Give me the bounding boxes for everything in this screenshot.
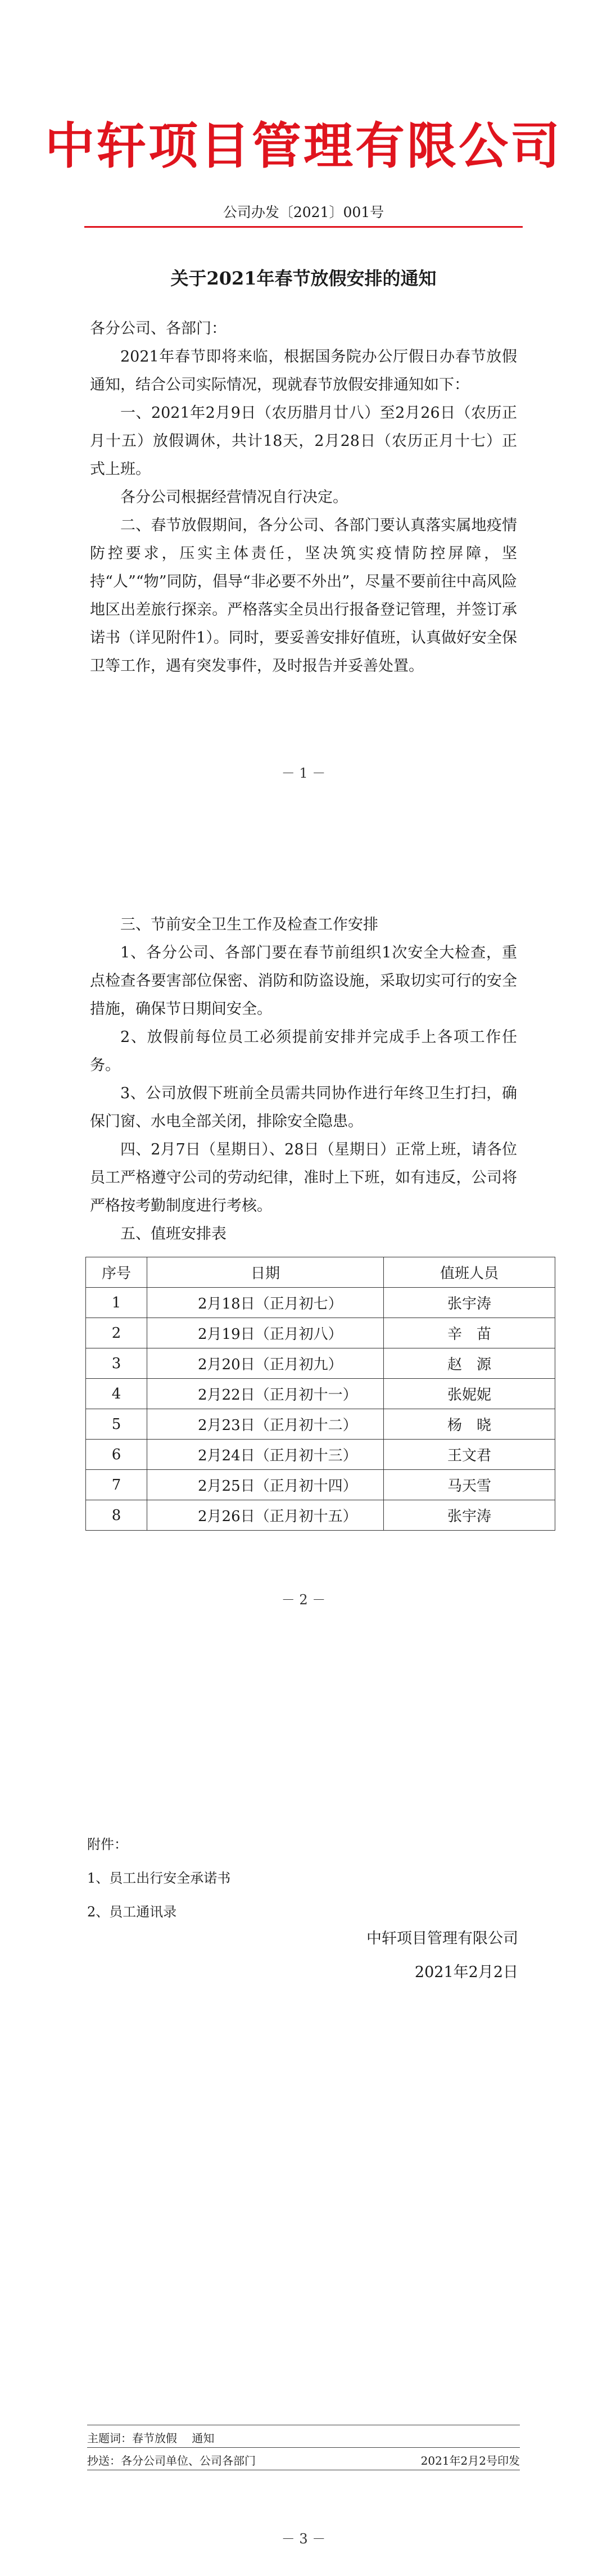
row-index: 7 [86, 1470, 147, 1500]
table-row [86, 1379, 555, 1409]
section-3-item-3: 3、公司放假下班前全员需共同协作进行年终卫生打扫，确保门窗、水电全部关闭，排除安全隐患。 [90, 1085, 517, 1130]
page-1 [0, 0, 607, 855]
page-number-3: － 3 － [281, 2531, 326, 2547]
footer-keywords: 主题词：春节放假 通知 [87, 2431, 215, 2445]
section-3-item-1: 1、各分公司、各部门要在春节前组织1次安全大检查，重点检查各要害部位保密、消防和防盗设施，采取切实可行的安全措施，确保节日期间安全。 [90, 944, 517, 1018]
duty-schedule-table [85, 1257, 555, 1531]
attachments-block [87, 1833, 230, 1923]
table-row [86, 1470, 555, 1500]
page-3 [0, 1732, 607, 2576]
table-row [86, 1288, 555, 1318]
row-index: 5 [86, 1409, 147, 1440]
page-number-2: － 2 － [281, 1592, 326, 1608]
footer-print-date: 2021年2月2号印发 [420, 2454, 520, 2467]
intro-paragraph: 2021年春节即将来临，根据国务院办公厅假日办春节放假通知，结合公司实际情况，现就春节放假安排通知如下： [90, 348, 517, 394]
row-date: 2月24日（正月初十三） [147, 1440, 384, 1470]
row-index: 8 [86, 1500, 147, 1531]
item-1-paragraph: 一、2021年2月9日（农历腊月廿八）至2月26日（农历正月十五）放假调休，共计18天，2月28日（农历正月十七）正式上班。 [90, 404, 517, 478]
table-row [86, 1318, 555, 1348]
row-date: 2月26日（正月初十五） [147, 1500, 384, 1531]
section-3-heading: 三、节前安全卫生工作及检查工作安排 [120, 916, 378, 933]
row-index: 3 [86, 1348, 147, 1379]
signature-date: 2021年2月2日 [414, 1964, 518, 1981]
red-divider [84, 226, 523, 228]
row-date: 2月20日（正月初九） [147, 1348, 384, 1379]
row-date: 2月19日（正月初八） [147, 1318, 384, 1348]
row-staff: 杨 晓 [384, 1409, 555, 1440]
row-staff: 张宇涛 [384, 1288, 555, 1318]
row-date: 2月22日（正月初十一） [147, 1379, 384, 1409]
row-index: 1 [86, 1288, 147, 1318]
item-1-note: 各分公司根据经营情况自行决定。 [120, 489, 348, 506]
signature-company: 中轩项目管理有限公司 [366, 1930, 518, 1947]
item-4-paragraph: 四、2月7日（星期日）、28日（星期日）正常上班，请各位员工严格遵守公司的劳动纪律，准时上下班，如有违反，公司将严格按考勤制度进行考核。 [90, 1141, 517, 1215]
row-date: 2月23日（正月初十二） [147, 1409, 384, 1440]
item-2-paragraph: 二、春节放假期间，各分公司、各部门要认真落实属地疫情防控要求，压实主体责任，坚决筑实疫情防控屏障，坚持“人”“物”同防，倡导“非必要不外出”，尽量不要前往中高风险地区出差旅行探亲。严格落实全员出行报备登记管理，并签订承诺书（详见附件1）。同时，要妥善安排好值班，认真做好安全保卫等工作，遇有突发事件，及时报告并妥善处置。 [90, 517, 517, 675]
row-staff: 辛 苗 [384, 1318, 555, 1348]
row-staff: 赵 源 [384, 1348, 555, 1379]
attachment-item: 2、员工通讯录 [87, 1904, 177, 1920]
page-1-body [90, 315, 517, 680]
greeting: 各分公司、各部门： [90, 320, 227, 337]
attachments-label: 附件： [87, 1837, 128, 1852]
item-5-heading: 五、值班安排表 [120, 1225, 227, 1243]
attachment-item: 1、员工出行安全承诺书 [87, 1870, 231, 1886]
notice-title: 关于2021年春节放假安排的通知 [170, 268, 437, 289]
footer-cc-row [87, 2452, 520, 2468]
column-header-date: 日期 [147, 1257, 384, 1288]
page-2-body [90, 911, 517, 1248]
table-row [86, 1440, 555, 1470]
footer-middle-rule [87, 2447, 520, 2448]
row-staff: 马天雪 [384, 1470, 555, 1500]
section-3-item-2: 2、放假前每位员工必须提前安排并完成手上各项工作任务。 [90, 1028, 517, 1074]
row-staff: 王文君 [384, 1440, 555, 1470]
company-title: 中轩项目管理有限公司 [44, 117, 562, 175]
row-date: 2月25日（正月初十四） [147, 1470, 384, 1500]
row-index: 6 [86, 1440, 147, 1470]
column-header-index: 序号 [86, 1257, 147, 1288]
column-header-staff: 值班人员 [384, 1257, 555, 1288]
table-row [86, 1348, 555, 1379]
row-index: 4 [86, 1379, 147, 1409]
table-row [86, 1409, 555, 1440]
row-index: 2 [86, 1318, 147, 1348]
table-header-row [86, 1257, 555, 1288]
row-date: 2月18日（正月初七） [147, 1288, 384, 1318]
page-2 [0, 855, 607, 1732]
document-number: 公司办发〔2021〕001号 [223, 204, 384, 220]
row-staff: 张妮妮 [384, 1379, 555, 1409]
footer-cc: 抄送：各分公司单位、公司各部门 [87, 2454, 256, 2467]
table-row [86, 1500, 555, 1531]
page-number-1: － 1 － [281, 765, 326, 781]
row-staff: 张宇涛 [384, 1500, 555, 1531]
